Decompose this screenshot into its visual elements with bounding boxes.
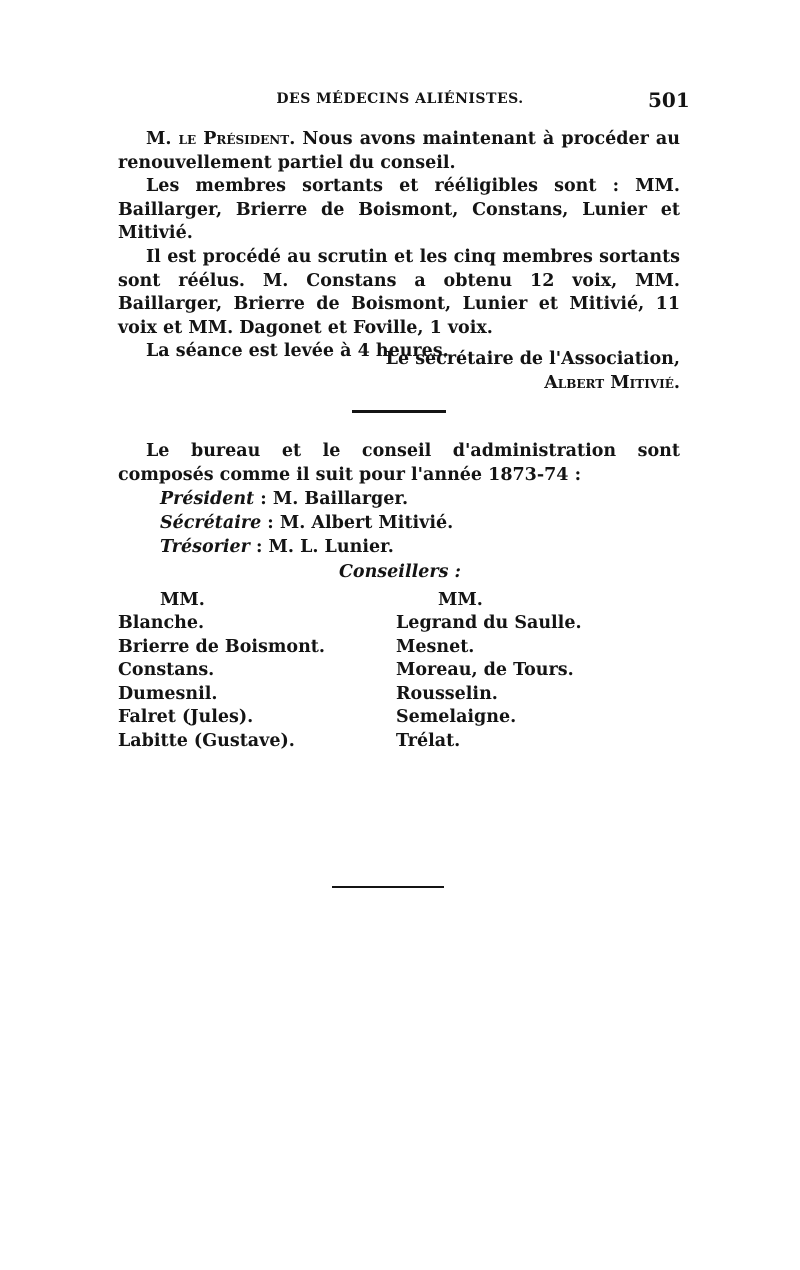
body-text xyxy=(118,128,680,364)
signature-name xyxy=(544,372,680,396)
right-column-head: MM. xyxy=(438,590,483,610)
council-left-list xyxy=(118,612,325,754)
council-member: Blanche. xyxy=(118,613,205,633)
officer-role: Président xyxy=(160,489,255,509)
end-divider xyxy=(332,886,444,888)
officer-name: M. Baillarger. xyxy=(272,489,409,509)
paragraph-closing: La séance est levée à 4 heures. xyxy=(146,341,449,362)
council-member: Semelaigne. xyxy=(396,707,517,728)
council-member: Brierre de Boismont. xyxy=(118,636,325,657)
council-member: Legrand du Saulle. xyxy=(396,613,582,633)
officer-sep: : xyxy=(254,489,273,509)
council-title: Conseillers : xyxy=(338,562,461,582)
page-number: 501 xyxy=(648,88,690,112)
officer-role: Trésorier xyxy=(160,537,250,557)
paragraph-text: Nous avons maintenant à procéder au renouvellement partiel du conseil. xyxy=(118,129,680,173)
running-title: DES MÉDECINS ALIÉNISTES. xyxy=(276,91,524,107)
council-member: Labitte (Gustave). xyxy=(118,730,295,751)
bureau-intro xyxy=(118,440,680,487)
officer-treasurer xyxy=(160,536,394,560)
paragraph-members: Les membres sortants et rééligibles sont : MM. Baillarger, Brierre de Boismont, Constans, Lunier et Mitivié. xyxy=(118,176,680,244)
council-member: Mesnet. xyxy=(396,636,475,657)
officer-name: M. Albert Mitivié. xyxy=(279,513,454,533)
council-member: Trélat. xyxy=(396,730,461,751)
officer-sep: : xyxy=(261,513,280,533)
council-member: Dumesnil. xyxy=(118,683,218,704)
officer-president xyxy=(160,488,408,512)
paragraph-president xyxy=(118,128,680,175)
signature-name-text: Albert Mitivié. xyxy=(544,373,680,393)
paragraph-scrutin: Il est procédé au scrutin et les cinq membres sortants sont réélus. M. Constans a obtenu 12 voix, MM. Baillarger, Brierre de Boismont, Lunier et Mitivié, 11 voix et MM. Dagonet et Foville, 1 voix. xyxy=(118,246,680,338)
signature-line: Le secrétaire de l'Association, xyxy=(385,349,680,369)
council-right-list xyxy=(396,612,582,754)
officer-sep: : xyxy=(249,537,269,557)
council-member: Moreau, de Tours. xyxy=(396,660,574,681)
paragraph-bureau: Le bureau et le conseil d'administration sont composés comme il suit pour l'année 1873-74 : xyxy=(118,441,680,485)
council-member: Rousselin. xyxy=(396,683,498,704)
council-member: Constans. xyxy=(118,660,215,681)
officer-name: M. L. Lunier. xyxy=(268,537,394,557)
left-column-head: MM. xyxy=(160,590,205,610)
speaker-label: M. le Président. xyxy=(146,129,296,149)
officer-role: Sécrétaire xyxy=(160,513,262,533)
officer-secretary xyxy=(160,512,453,536)
section-divider xyxy=(352,410,446,413)
council-member: Falret (Jules). xyxy=(118,707,254,728)
